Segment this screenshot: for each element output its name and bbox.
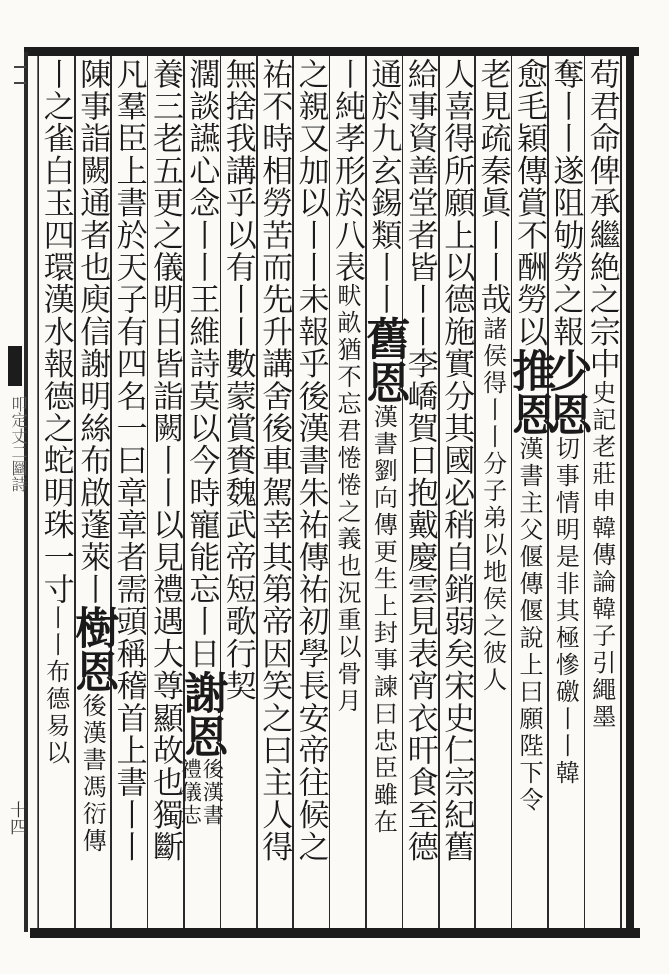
fold-fish-tail-mark [8, 346, 22, 386]
main-text: 之親又加以丨丨未報乎後漢書朱祐傳祐初學長安帝往候之 [292, 58, 329, 863]
commentary-text: 畎畝猶不忘君惓惓之義也況重以骨月 [333, 283, 361, 716]
entry-headword: 推恩 [504, 347, 555, 436]
main-text: 通於九玄錫類丨丨 [365, 58, 402, 316]
commentary-text: 漢書劉向傳更生上封事諫曰忠臣雖在 [369, 403, 398, 836]
commentary-text: 諸侯得丨丨分子弟以地侯之彼人 [478, 315, 507, 694]
main-text: 丨純孝形於八表 [329, 58, 365, 284]
commentary-text: 切事情明是非其極慘礉丨丨韓 [551, 435, 580, 787]
fold-tick [14, 66, 26, 68]
entry-headword: 謝恩 [176, 669, 228, 758]
main-text: 濶談讌心念丨丨王維詩莫以今時寵能忘丨日 [183, 58, 220, 670]
main-text: 祐不時相勞苦而先升講舍後車駕幸其第帝因笑之曰主人得 [256, 58, 293, 863]
bottom-border-rule [30, 928, 640, 938]
main-text: 苟君命俾承繼絶之宗中 [583, 58, 620, 380]
text-column [34, 58, 78, 926]
commentary-text: 後漢書馮衍傳 [78, 693, 107, 856]
fold-margin-title: 叩定丈二圝詩 [9, 396, 28, 492]
commentary-text: 史記老莊申韓傳論韓子引繩墨 [587, 380, 616, 731]
top-border-rule [24, 47, 639, 56]
main-text: 無捨我講乎以有丨丨數蒙賞賚魏武帝短歌行契 [219, 58, 256, 702]
main-text: 凡羣臣上書於天子有四名一曰章章者需頭稱稽首上書丨丨 [110, 58, 147, 863]
entry-headword: 少恩 [540, 347, 592, 436]
commentary-text: 漢書主父偃傳偃說上曰願陛下令 [515, 435, 543, 814]
commentary-text: 禮儀志 [178, 757, 203, 827]
folio-number: 十四 [6, 801, 26, 835]
main-text: 老見疏秦眞丨丨哉 [474, 58, 511, 316]
main-text: 養三老五更之儀明日皆詣闕丨丨以見禮遇大尊顯故也獨斷 [147, 58, 183, 863]
commentary-text: 丨丨布德易以 [41, 605, 70, 768]
right-border-rule [626, 52, 634, 932]
main-text: 愈毛穎傳賞不酬勞以 [511, 58, 547, 348]
fold-margin [0, 56, 36, 928]
main-text: 給事資善堂者皆丨丨李嶠賀日抱戴慶雲見表宵衣旰食至德 [401, 58, 438, 863]
main-text: 奪丨丨遂阻劬勞之報 [547, 58, 584, 348]
main-text: 人喜得所願上以德施實分其國必稍自銷弱矣宋史仁宗紀舊 [438, 58, 475, 863]
entry-headword: 舊恩 [358, 315, 410, 404]
fold-tick [14, 82, 26, 84]
commentary-text: 後漢書 [200, 757, 225, 827]
column-rule [620, 56, 622, 928]
entry-headword: 樹恩 [67, 605, 119, 694]
main-text: 陳事詣闕通者也庾信謝明絲布啟蓬萊丨 [74, 58, 111, 606]
main-text: 丨之雀白玉四環漢水報德之蛇明珠一寸 [37, 58, 74, 606]
